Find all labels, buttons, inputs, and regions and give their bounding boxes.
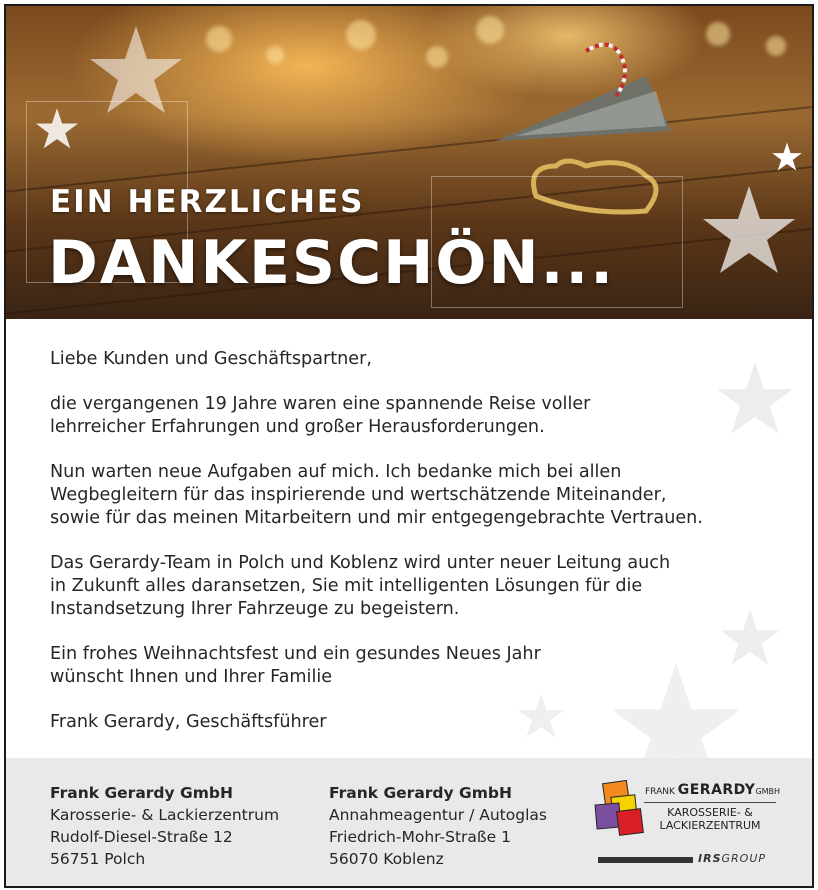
paragraph-2: Nun warten neue Aufgaben auf mich. Ich bedanke mich bei allen Wegbegleitern für das inspirierende und wertschätzende Miteinander, sowie für das meinen Mitarbeitern und mir entgegengebrachte Vertrauen. — [50, 462, 703, 528]
footer — [6, 758, 812, 886]
address-koblenz: Frank Gerardy GmbH Annahmeagentur / Autoglas Friedrich-Mohr-Straße 1 56070 Koblenz — [329, 784, 547, 868]
paragraph-4: Ein frohes Weihnachtsfest und ein gesundes Neues Jahr wünscht Ihnen und Ihrer Familie — [50, 644, 541, 687]
logo-subtitle: KAROSSERIE- & LACKIERZENTRUM — [659, 806, 761, 832]
advertisement — [4, 4, 814, 888]
star-icon — [34, 106, 80, 152]
letter-body — [50, 348, 780, 756]
hero-image — [6, 6, 812, 319]
paragraph-3: Das Gerardy-Team in Polch und Koblenz wird unter neuer Leitung auch in Zukunft alles daransetzen, Sie mit intelligenten Lösungen für die Instandsetzung Ihrer Fahrzeuge zu begeistern. — [50, 553, 671, 619]
address-polch: Frank Gerardy GmbH Karosserie- & Lackierzentrum Rudolf-Diesel-Straße 12 56751 Polch — [50, 784, 280, 868]
star-icon — [699, 181, 799, 281]
signature: Frank Gerardy, Geschäftsführer — [50, 712, 327, 732]
paragraph-1: die vergangenen 19 Jahre waren eine spannende Reise voller lehrreicher Erfahrungen und großer Herausforderungen. — [50, 394, 591, 437]
star-icon — [771, 141, 803, 173]
greeting: Liebe Kunden und Geschäftspartner, — [50, 349, 372, 369]
star-icon — [86, 21, 186, 121]
headline-line2: DANKESCHÖN... — [48, 228, 615, 298]
company-logo — [594, 778, 779, 873]
color-blocks-logo-icon — [594, 780, 650, 842]
logo-wordmark: FRANK GERARDYGMBH — [645, 782, 781, 798]
irs-group-label: IRSGROUP — [698, 852, 767, 865]
headline-line1: EIN HERZLICHES — [50, 184, 365, 220]
